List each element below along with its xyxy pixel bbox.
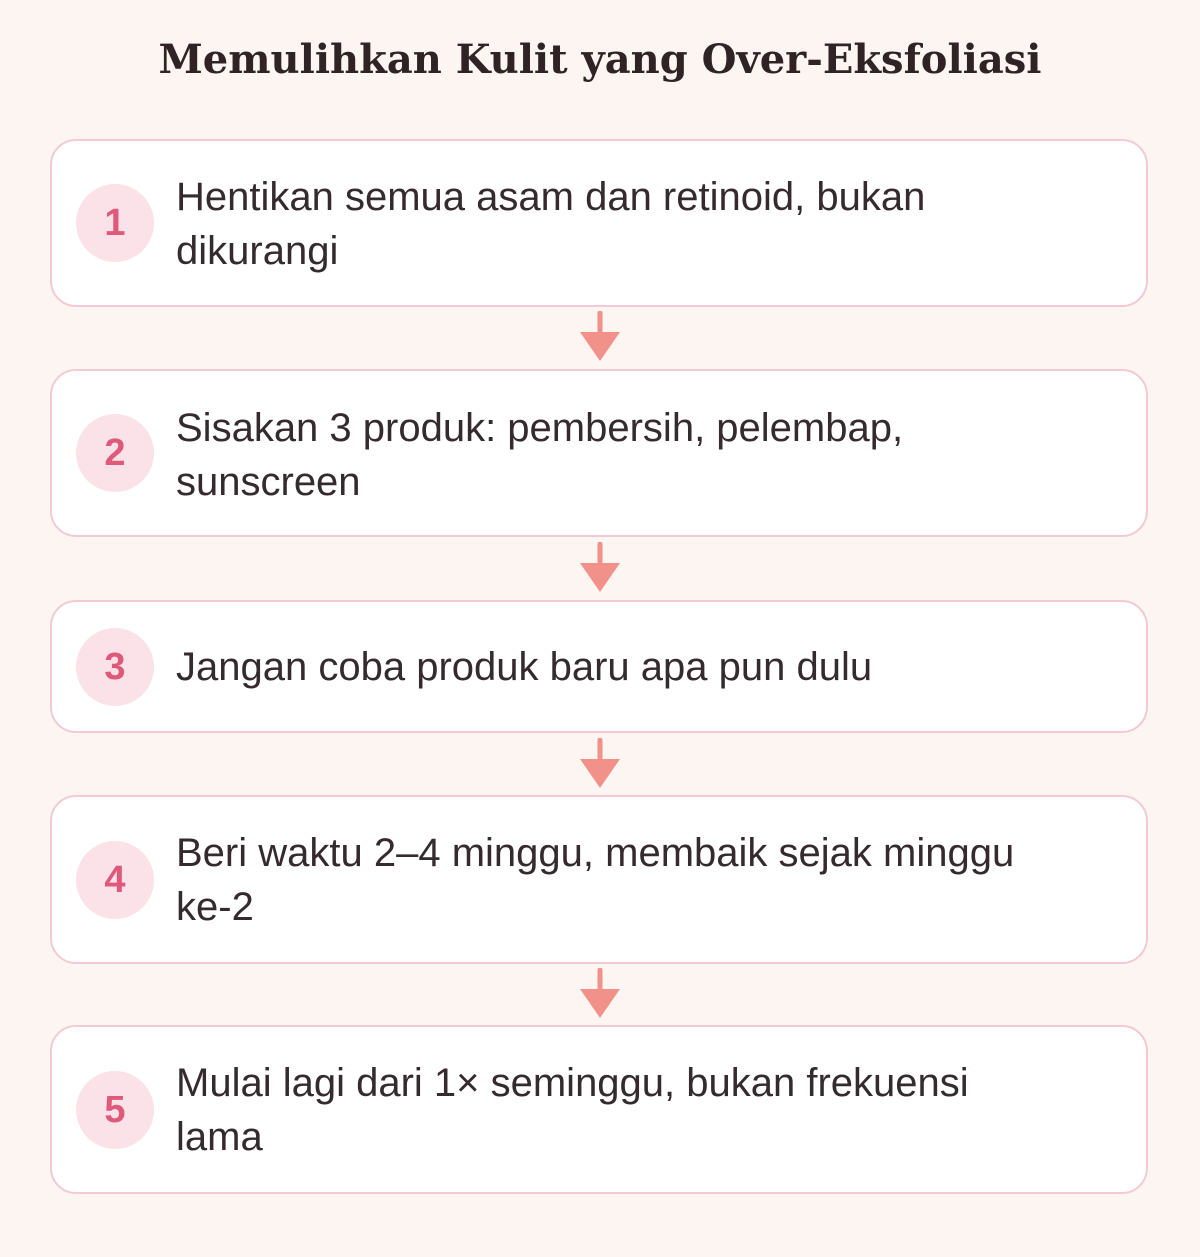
step-number-badge: 4 (76, 841, 154, 919)
arrow-down-icon (577, 542, 623, 592)
step-text: Beri waktu 2–4 minggu, membaik sejak minggu ke-2 (176, 831, 1015, 929)
arrow-down-icon (577, 738, 623, 788)
step-text: Sisakan 3 produk: pembersih, pelembap, sunscreen (176, 406, 904, 504)
step-card-3 (50, 600, 1148, 733)
step-card-4 (50, 795, 1148, 964)
step-number-badge: 1 (76, 184, 154, 262)
diagram-title: Memulihkan Kulit yang Over-Eksfoliasi (158, 36, 1042, 83)
step-card-5 (50, 1025, 1148, 1194)
step-number-badge: 5 (76, 1071, 154, 1149)
arrow-down-icon (577, 968, 623, 1018)
step-text: Mulai lagi dari 1× seminggu, bukan frekuensi lama (176, 1061, 969, 1159)
step-number-badge: 3 (76, 628, 154, 706)
step-text: Jangan coba produk baru apa pun dulu (176, 645, 873, 689)
step-card-2 (50, 369, 1148, 537)
arrow-down-icon (577, 311, 623, 361)
step-number-badge: 2 (76, 414, 154, 492)
step-text: Hentikan semua asam dan retinoid, bukan dikurangi (176, 175, 926, 273)
step-card-1 (50, 139, 1148, 307)
